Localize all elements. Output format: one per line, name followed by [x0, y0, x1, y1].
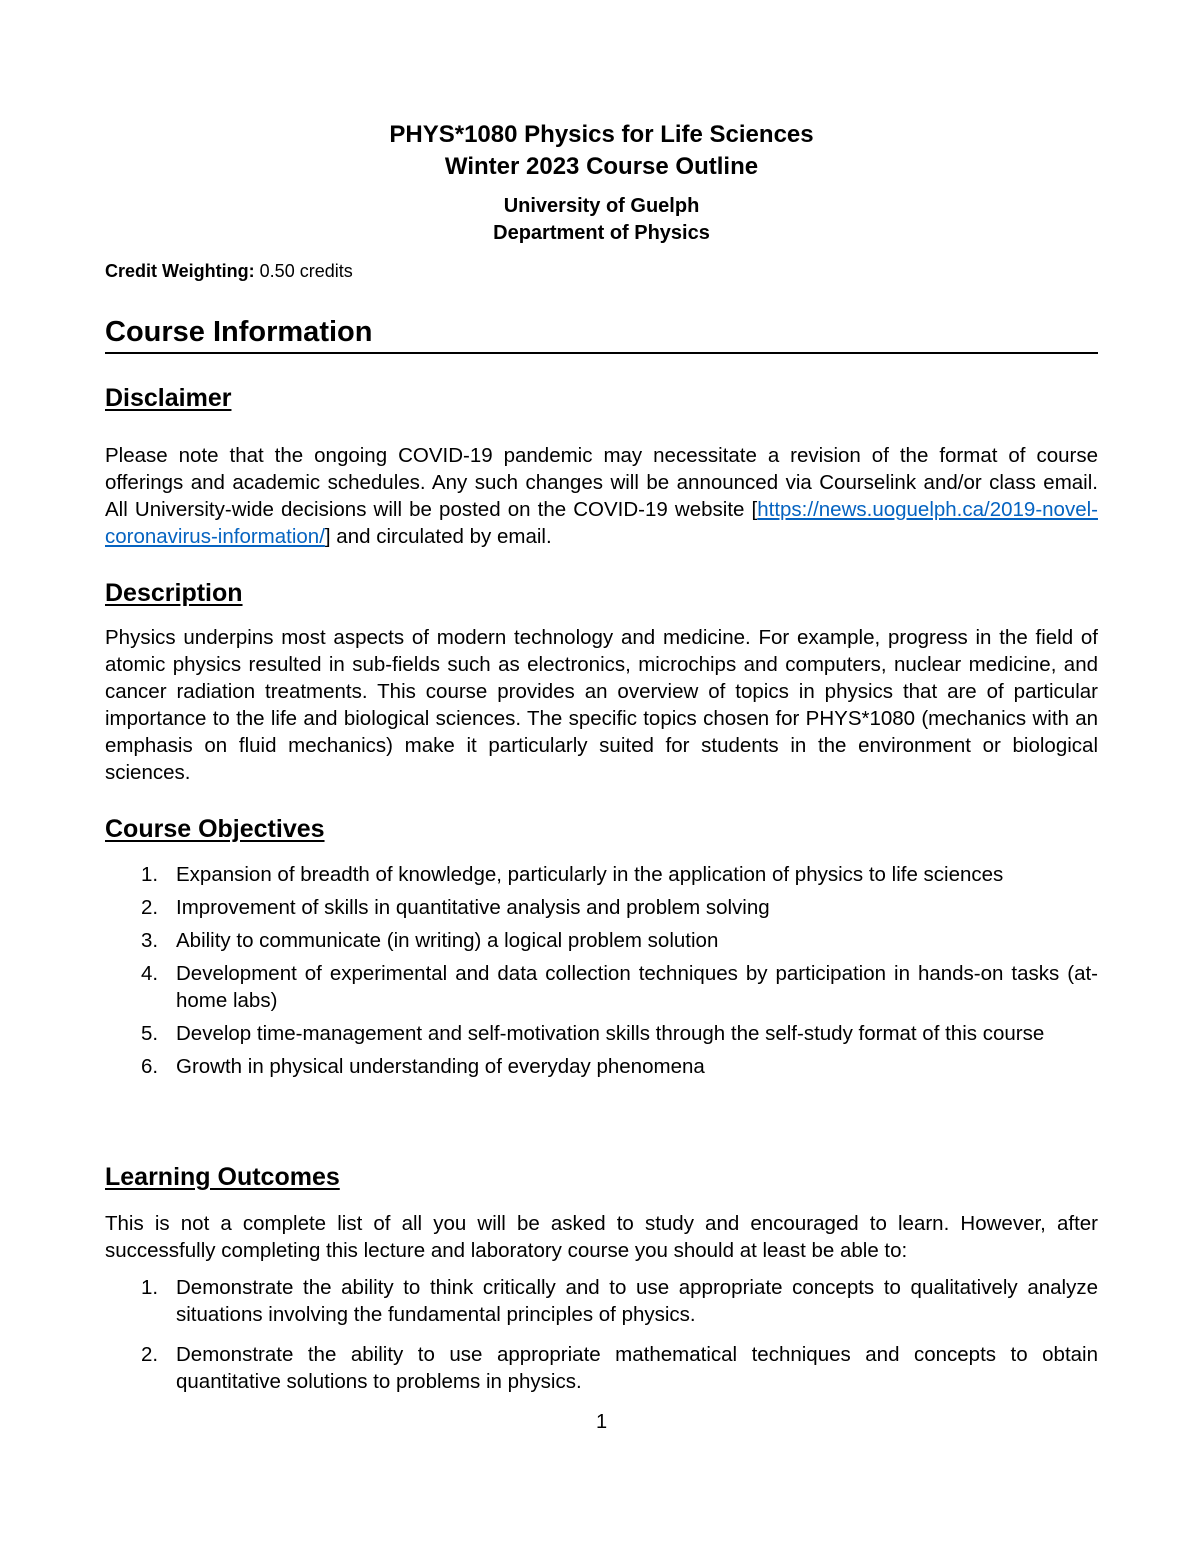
list-number: 1. — [141, 863, 159, 886]
list-number: 1. — [141, 1276, 159, 1299]
list-item — [105, 1053, 1098, 1080]
course-title: PHYS*1080 Physics for Life Sciences — [389, 121, 814, 148]
list-number: 3. — [141, 929, 159, 952]
list-number: 4. — [141, 962, 159, 985]
heading-course-objectives: Course Objectives — [105, 815, 325, 843]
university-name: University of Guelph — [503, 195, 700, 217]
list-item-text: Growth in physical understanding of everyday phenomena — [176, 1055, 705, 1078]
list-item-text: Demonstrate the ability to think critically and to use appropriate concepts to qualitatively analyze situations involving the fundamental principles of physics. — [176, 1276, 1098, 1326]
course-outline-term: Winter 2023 Course Outline — [444, 153, 759, 180]
heading-disclaimer: Disclaimer — [105, 384, 232, 412]
list-item — [105, 1274, 1098, 1328]
learning-outcomes-list — [105, 1274, 1098, 1395]
list-number: 6. — [141, 1055, 159, 1078]
credit-weighting — [105, 258, 353, 284]
list-number: 2. — [141, 896, 159, 919]
list-item — [105, 894, 1098, 921]
disclaimer-paragraph — [105, 442, 1098, 550]
list-item-text: Expansion of breadth of knowledge, particularly in the application of physics to life sciences — [176, 863, 1004, 886]
list-item — [105, 960, 1098, 1014]
list-item-text: Develop time-management and self-motivation skills through the self-study format of this course — [176, 1022, 1045, 1045]
section-heading-course-information: Course Information — [105, 313, 1098, 354]
disclaimer-text: Please note that the ongoing COVID-19 pandemic may necessitate a revision of the format of course offerings and academic schedules. Any such changes will be announced via Courselink and/or class email. All University-wide decisions will be posted on the COVID-19 website [ — [105, 444, 1098, 521]
list-item-text: Improvement of skills in quantitative analysis and problem solving — [176, 896, 770, 919]
list-item — [105, 1020, 1098, 1047]
list-item — [105, 861, 1098, 888]
list-item-text: Ability to communicate (in writing) a logical problem solution — [176, 929, 719, 952]
credit-label: Credit Weighting: — [105, 261, 255, 281]
covid-info-link[interactable]: https://news.uoguelph.ca/2019-novel-coronavirus-information/ — [105, 498, 1098, 548]
learning-outcomes-intro: This is not a complete list of all you will be asked to study and encouraged to learn. However, after successfully completing this lecture and laboratory course you should at least be able to: — [105, 1212, 1098, 1262]
list-item-text: Development of experimental and data collection techniques by participation in hands-on tasks (at-home labs) — [176, 962, 1098, 1012]
document-page — [105, 0, 1098, 1553]
credit-value: 0.50 credits — [259, 261, 353, 281]
description-paragraph: Physics underpins most aspects of modern technology and medicine. For example, progress in the field of atomic physics resulted in sub-fields such as electronics, microchips and computers, nuclear medicine, and cancer radiation treatments. This course provides an overview of topics in physics that are of particular importance to the life and biological sciences. The specific topics chosen for PHYS*1080 (mechanics with an emphasis on fluid mechanics) make it particularly suited for students in the environment or biological sciences. — [105, 626, 1098, 784]
list-item — [105, 1341, 1098, 1395]
list-item — [105, 927, 1098, 954]
course-objectives-list — [105, 861, 1098, 1080]
list-number: 2. — [141, 1343, 159, 1366]
disclaimer-text-end: ] and circulated by email. — [324, 525, 552, 548]
heading-learning-outcomes: Learning Outcomes — [105, 1163, 340, 1191]
page-number: 1 — [595, 1411, 608, 1433]
list-item-text: Demonstrate the ability to use appropriate mathematical techniques and concepts to obtain quantitative solutions to problems in physics. — [176, 1343, 1098, 1393]
list-number: 5. — [141, 1022, 159, 1045]
department-name: Department of Physics — [493, 222, 710, 244]
heading-description: Description — [105, 579, 243, 607]
